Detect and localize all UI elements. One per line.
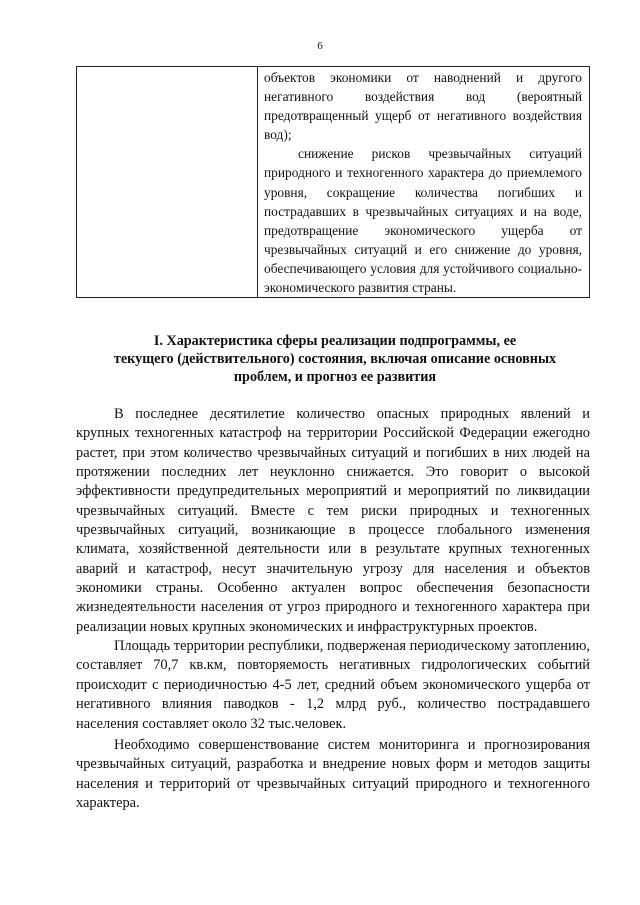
- body-paragraph: Площадь территории республики, подверженая периодическому затоплению, составляет 70,7 кв.км, повторяемость негативных гидрологических событий происходит с периодичностью 4-5 лет, средний объем экономического ущерба от негативного влияния паводков - 1,2 млрд руб., количество пострадавшего населения составляет около 32 тыс.человек.: [76, 638, 590, 732]
- heading-line: текущего (действительного) состояния, включая описание основных: [113, 351, 557, 367]
- page-number: 6: [317, 40, 323, 52]
- heading-line: I. Характеристика сферы реализации подпрограммы, ее: [153, 333, 517, 349]
- continuation-table: [76, 66, 590, 298]
- table-paragraph: объектов экономики от наводнений и другого негативного воздействия вод (вероятный предотвращенный ущерб от негативного воздействия вод);: [264, 70, 582, 143]
- table-cell-left: [77, 67, 258, 298]
- body-text: [76, 405, 590, 813]
- section-heading: [80, 332, 590, 386]
- table-cell-right: [258, 67, 590, 298]
- body-paragraph: Необходимо совершенствование систем мониторинга и прогнозирования чрезвычайных ситуаций, разработка и внедрение новых форм и методов защиты населения и территорий от чрезвычайных ситуаций природного и техногенного характера.: [76, 736, 590, 811]
- heading-line: проблем, и прогноз ее развития: [233, 369, 437, 385]
- body-paragraph: В последнее десятилетие количество опасных природных явлений и крупных техногенных катастроф на территории Российской Федерации ежегодно растет, при этом количество чрезвычайных ситуаций и погибших в них людей на протяжении последних лет неуклонно снижается. Это говорит о высокой эффективности предупредительных мероприятий и мероприятий по ликвидации чрезвычайных ситуаций. Вместе с тем риски природных и техногенных чрезвычайных ситуаций, возникающие в процессе глобального изменения климата, хозяйственной деятельности или в результате крупных техногенных аварий и катастроф, несут значительную угрозу для населения и объектов экономики страны. Особенно актуален вопрос обеспечения безопасности жизнедеятельности населения от угроз природного и техногенного характера при реализации новых крупных экономических и инфраструктурных проектов.: [76, 406, 590, 635]
- table-paragraph: снижение рисков чрезвычайных ситуаций природного и техногенного характера до приемлемого уровня, сокращение количества погибших и пострадавших в чрезвычайных ситуациях и на воде, предотвращение экономического ущерба от чрезвычайных ситуаций и его снижение до уровня, обеспечивающего условия для устойчивого социально-экономического развития страны.: [264, 146, 582, 296]
- table-row: [77, 67, 590, 298]
